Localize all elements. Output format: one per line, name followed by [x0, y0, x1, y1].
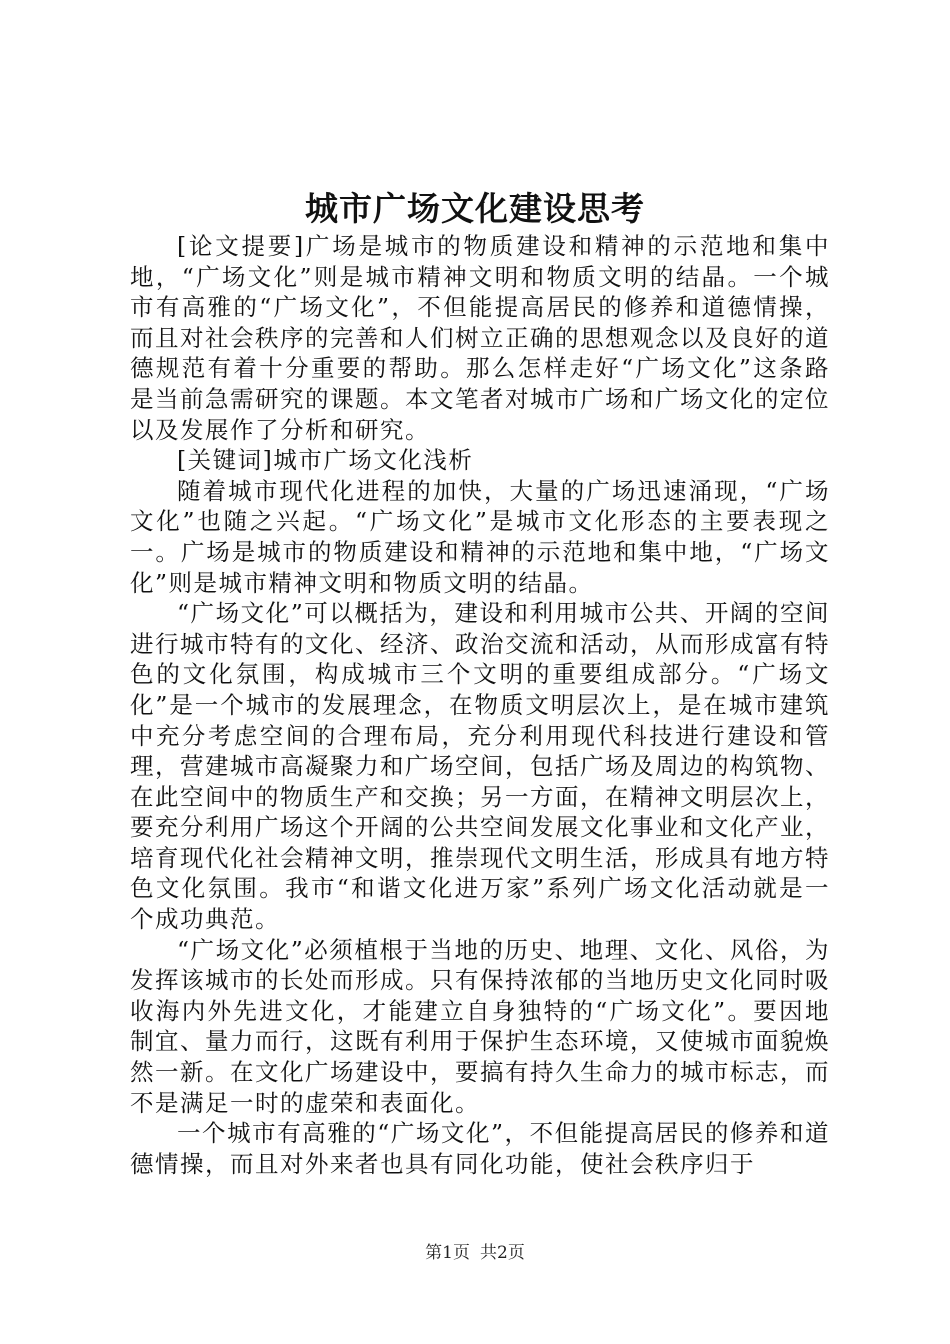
page-number: 第1页 — [425, 1243, 470, 1263]
document-body — [130, 231, 830, 1179]
body-paragraph: “广场文化”必须植根于当地的历史、地理、文化、风俗，为发挥该城市的长处而形成。只有保持浓郁的当地历史文化同时吸收海内外先进文化，才能建立自身独特的“广场文化”。要因地制宜、量力而行，这既有利用于保护生态环境，又使城市面貌焕然一新。在文化广场建设中，要搞有持久生命力的城市标志，而不是满足一时的虚荣和表面化。 — [130, 935, 830, 1117]
body-paragraph: 一个城市有高雅的“广场文化”，不但能提高居民的修养和道德情操，而且对外来者也具有同化功能，使社会秩序归于 — [130, 1119, 830, 1178]
document-title: 城市广场文化建设思考 — [305, 189, 645, 228]
keywords-paragraph: [关键词]城市广场文化浅析 — [177, 446, 474, 475]
abstract-paragraph: [论文提要]广场是城市的物质建设和精神的示范地和集中地，“广场文化”则是城市精神文明和物质文明的结晶。一个城市有高雅的“广场文化”，不但能提高居民的修养和道德情操，而且对社会秩序的完善和人们树立正确的思想观念以及良好的道德规范有着十分重要的帮助。那么怎样走好“广场文化”这条路是当前急需研究的课题。本文笔者对城市广场和广场文化的定位以及发展作了分析和研究。 — [130, 232, 830, 444]
body-paragraph: 随着城市现代化进程的加快，大量的广场迅速涌现，“广场文化”也随之兴起。“广场文化”是城市文化形态的主要表现之一。广场是城市的物质建设和精神的示范地和集中地，“广场文化”则是城市精神文明和物质文明的结晶。 — [130, 476, 830, 597]
page-total: 共2页 — [480, 1243, 525, 1263]
body-paragraph: “广场文化”可以概括为，建设和利用城市公共、开阔的空间进行城市特有的文化、经济、政治交流和活动，从而形成富有特色的文化氛围，构成城市三个文明的重要组成部分。“广场文化”是一个城市的发展理念，在物质文明层次上，是在城市建筑中充分考虑空间的合理布局，充分利用现代科技进行建设和管理，营建城市高凝聚力和广场空间，包括广场及周边的构筑物、在此空间中的物质生产和交换；另一方面，在精神文明层次上，要充分利用广场这个开阔的公共空间发展文化事业和文化产业，培育现代化社会精神文明，推崇现代文明生活，形成具有地方特色文化氛围。我市“和谐文化进万家”系列广场文化活动就是一个成功典范。 — [130, 599, 830, 934]
page-footer — [0, 1241, 950, 1265]
